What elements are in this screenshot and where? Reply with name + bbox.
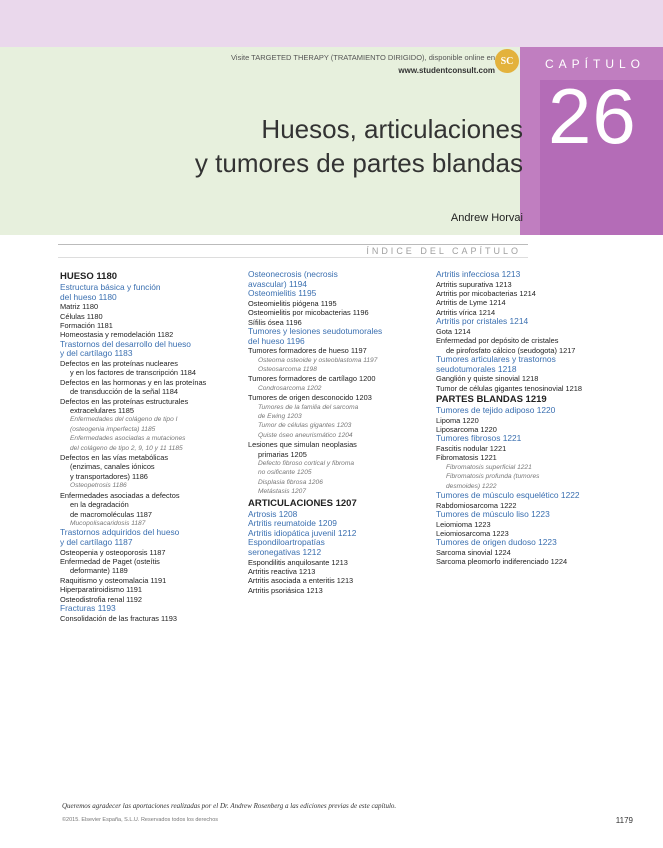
toc-entry: y en los factores de transcripción 1184 (70, 368, 196, 378)
toc-column-3 (436, 270, 622, 567)
toc-column-2 (248, 270, 420, 595)
toc-entry: Leiomioma 1223 (436, 519, 491, 529)
toc-link[interactable]: Trastornos adquiridos del hueso (60, 527, 180, 538)
toc-entry: primarias 1205 (258, 449, 307, 459)
toc-entry: Osteopenia y osteoporosis 1187 (60, 547, 166, 557)
toc-link[interactable]: y del cartílago 1183 (60, 348, 133, 359)
toc-link[interactable]: Estructura básica y función (60, 282, 161, 292)
studentconsult-logo-icon: SC (495, 49, 519, 73)
toc-entry: Leiomiosarcoma 1223 (436, 529, 509, 539)
toc-entry: no osificante 1205 (258, 469, 312, 477)
toc-entry: Tumores formadores de hueso 1197 (248, 346, 367, 356)
toc-link[interactable]: Espondiloartropatías (248, 537, 325, 548)
toc-link[interactable]: Tumores fibrosos 1221 (436, 433, 522, 444)
toc-entry: Condrosarcoma 1202 (258, 384, 322, 392)
toc-link[interactable]: del hueso 1180 (60, 291, 117, 302)
toc-entry: Defecto fibroso cortical y fibroma (258, 460, 355, 468)
toc-entry: Enfermedades asociadas a defectos (60, 490, 180, 500)
toc-entry: Gota 1214 (436, 326, 471, 336)
toc-link[interactable]: Tumores de músculo liso 1223 (436, 509, 550, 520)
toc-entry: desmoides) 1222 (446, 482, 497, 490)
toc-entry: extracelulares 1185 (70, 406, 134, 416)
toc-entry: Sífilis ósea 1196 (248, 317, 302, 327)
toc-entry: deformante) 1189 (70, 566, 128, 576)
toc-link[interactable]: Osteomielitis 1195 (248, 288, 317, 299)
page-title (195, 112, 523, 180)
toc-entry: Fibromatosis superficial 1221 (446, 463, 532, 471)
toc-entry: Osteopetrosis 1186 (70, 482, 127, 490)
toc-link[interactable]: Trastornos del desarrollo del hueso (60, 338, 191, 349)
toc-entry: de transducción de la señal 1184 (70, 387, 178, 397)
toc-link[interactable]: Tumores y lesiones seudotumorales (248, 326, 383, 336)
toc-link[interactable]: Fracturas 1193 (60, 602, 116, 613)
ad-link[interactable]: www.studentconsult.com (398, 66, 495, 75)
toc-link[interactable]: avascular) 1194 (248, 278, 307, 289)
toc-link[interactable]: y del cartílago 1187 (60, 536, 133, 547)
toc-link[interactable]: seudotumorales 1218 (436, 363, 517, 374)
toc-link[interactable]: seronegativas 1212 (248, 547, 322, 558)
acknowledgement-note: Queremos agradecer las aportaciones realizadas por el Dr. Andrew Rosenberg a las ediciones previas de este capítulo. (62, 802, 397, 810)
toc-entry: Enfermedades asociadas a mutaciones (70, 435, 186, 443)
toc-entry: del colágeno de tipo 2, 9, 10 y 11 1185 (70, 444, 183, 452)
toc-entry: Defectos en las proteínas nucleares (60, 359, 178, 368)
toc-entry: Sarcoma sinovial 1224 (436, 548, 511, 558)
toc-entry: Tumores de la familia del sarcoma (258, 403, 359, 411)
chapter-label: CAPÍTULO (545, 57, 646, 71)
toc-entry: Artritis asociada a enteritis 1213 (248, 576, 354, 586)
toc-entry: Matriz 1180 (60, 302, 99, 312)
toc-link[interactable]: Osteonecrosis (necrosis (248, 269, 338, 279)
toc-entry: Tumor de células gigantes tenosinovial 1218 (436, 383, 582, 393)
toc-link[interactable]: Artritis infecciosa 1213 (436, 269, 521, 279)
toc-entry: Osteosarcoma 1198 (258, 366, 317, 373)
toc-link[interactable]: Artritis reumatoide 1209 (248, 518, 337, 529)
toc-entry: Células 1180 (60, 311, 103, 321)
toc-entry: Osteomielitis por micobacterias 1196 (248, 308, 369, 318)
toc-section-heading[interactable]: PARTES BLANDAS 1219 (436, 394, 547, 406)
toc-entry: Ganglión y quiste sinovial 1218 (436, 374, 539, 384)
toc-section-heading[interactable]: HUESO 1180 (60, 271, 118, 282)
toc-entry: Lesiones que simulan neoplasias (248, 440, 357, 450)
toc-entry: Formación 1181 (60, 321, 113, 330)
toc-entry: Espondilitis anquilosante 1213 (248, 557, 348, 567)
toc-entry: Artritis de Lyme 1214 (436, 298, 506, 308)
toc-entry: Osteomielitis piógena 1195 (248, 298, 337, 308)
title-line-2: y tumores de partes blandas (194, 148, 523, 178)
toc-entry: Consolidación de las fracturas 1193 (60, 613, 177, 623)
toc-entry: Homeostasia y remodelación 1182 (60, 330, 174, 340)
toc-entry: de pirofosfato cálcico (seudogota) 1217 (446, 345, 576, 355)
toc-link[interactable]: Artrosis 1208 (248, 508, 298, 519)
toc-entry: de Ewing 1203 (258, 413, 302, 421)
author: Andrew Horvai (450, 212, 523, 224)
toc-link[interactable]: Tumores de origen dudoso 1223 (436, 537, 557, 548)
toc-entry: Quiste óseo aneurismático 1204 (258, 431, 353, 439)
toc-entry: Tumor de células gigantes 1203 (258, 422, 352, 430)
toc-entry: Artritis reactiva 1213 (248, 567, 316, 577)
toc-section-heading[interactable]: ARTICULACIONES 1207 (248, 497, 357, 509)
toc-entry: Fibromatosis 1221 (436, 453, 497, 463)
toc-entry: Displasia fibrosa 1206 (258, 478, 323, 486)
toc-entry: (osteogenia imperfecta) 1185 (70, 425, 156, 433)
toc-entry: Osteodistrofia renal 1192 (60, 594, 143, 604)
index-label: ÍNDICE DEL CAPÍTULO (366, 246, 521, 256)
toc-entry: Tumores formadores de cartílago 1200 (248, 374, 376, 384)
toc-entry: Defectos en las proteínas estructurales (60, 396, 189, 406)
title-line-1: Huesos, articulaciones (261, 114, 523, 144)
toc-column-1 (60, 270, 232, 623)
toc-entry: Fascitis nodular 1221 (436, 444, 507, 454)
toc-entry: de macromoléculas 1187 (70, 509, 153, 519)
toc-entry: en la degradación (70, 500, 129, 510)
toc-entry: Sarcoma pleomorfo indiferenciado 1224 (436, 557, 568, 567)
toc-entry: Lipoma 1220 (436, 415, 479, 425)
toc-entry: Defectos en las vías metabólicas (60, 453, 169, 463)
toc-entry: Defectos en las hormonas y en las proteínas (60, 377, 207, 387)
toc-link[interactable]: Tumores articulares y trastornos (436, 354, 556, 365)
toc-entry: Metástasis 1207 (258, 488, 307, 496)
page-number: 1179 (615, 816, 633, 825)
toc-entry: Rabdomiosarcoma 1222 (436, 500, 517, 510)
toc-link[interactable]: Artritis por cristales 1214 (436, 316, 529, 327)
toc-entry: Raquitismo y osteomalacia 1191 (60, 575, 167, 585)
toc-entry: Artritis supurativa 1213 (436, 279, 512, 289)
toc-entry: Mucopolisacaridosis 1187 (70, 519, 146, 527)
toc-entry: Liposarcoma 1220 (436, 425, 497, 435)
toc-entry: (enzimas, canales iónicos (70, 462, 155, 472)
toc-link[interactable]: Artritis idiopática juvenil 1212 (248, 527, 357, 538)
toc-entry: Artritis por micobacterias 1214 (436, 289, 536, 298)
ad-text: Visite TARGETED THERAPY (TRATAMIENTO DIRIGIDO), disponible online en (231, 53, 495, 62)
toc-entry: Hiperparatiroidismo 1191 (60, 585, 143, 595)
toc-link[interactable]: Tumores de músculo esquelético 1222 (436, 490, 580, 501)
toc-entry: Tumores de origen desconocido 1203 (248, 393, 372, 403)
toc-entry: Fibromatosis profunda (tumores (446, 473, 540, 481)
toc-entry: y transportadores) 1186 (70, 471, 148, 481)
toc-entry: Osteoma osteoide y osteoblastoma 1197 (258, 356, 378, 364)
top-band (0, 0, 663, 47)
toc-link[interactable]: del hueso 1196 (248, 335, 305, 346)
toc-entry: Artritis psoriásica 1213 (248, 585, 323, 595)
toc-entry: Enfermedades del colágeno de tipo I (70, 416, 178, 424)
chapter-number: 26 (548, 72, 637, 160)
copyright: ©2015. Elsevier España, S.L.U. Reservados todos los derechos (62, 817, 218, 823)
toc-entry: Enfermedad de Paget (osteítis (60, 556, 160, 566)
toc-link[interactable]: Tumores de tejido adiposo 1220 (436, 405, 556, 416)
toc-entry: Enfermedad por depósito de cristales (436, 336, 559, 346)
toc-entry: Artritis vírica 1214 (436, 307, 496, 317)
